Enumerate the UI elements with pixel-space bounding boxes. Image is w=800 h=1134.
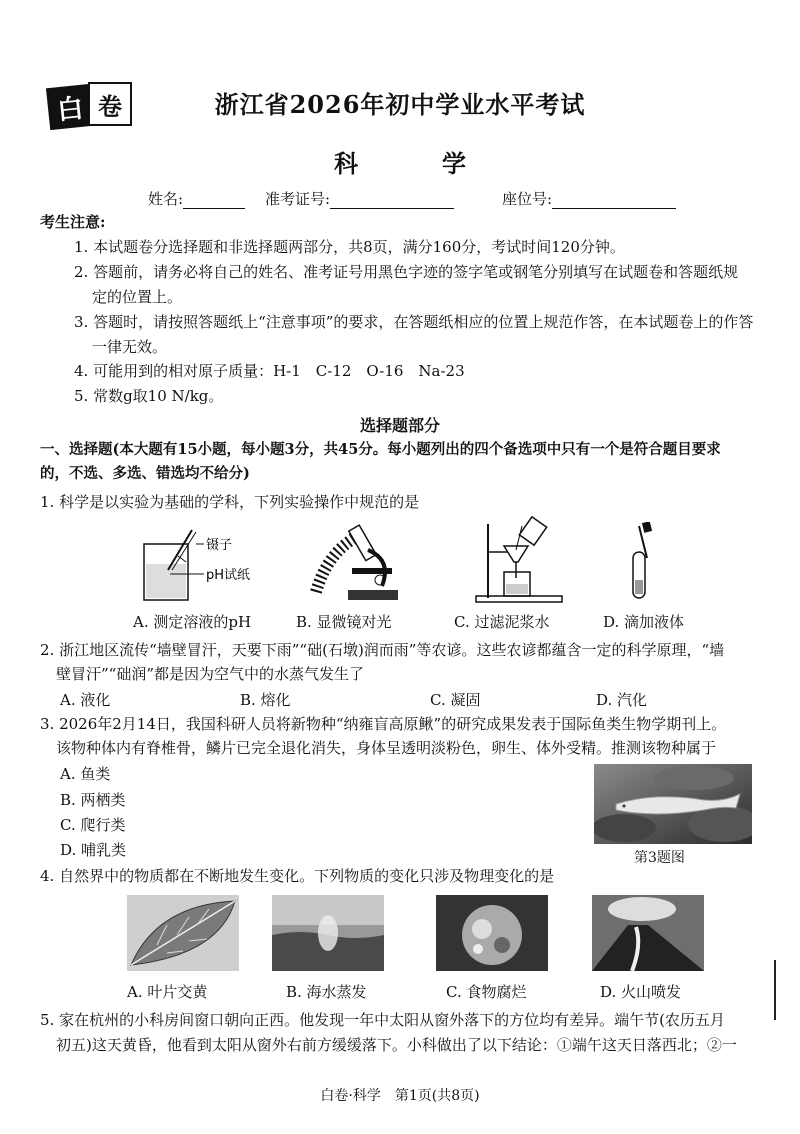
- q1-figure-a: [130, 522, 270, 604]
- q5-stem: 初五)这天黄昏，他看到太阳从窗外右前方缓缓落下。小科做出了以下结论：①端午这天日落西北；②一: [56, 1036, 737, 1054]
- q1-option-a: A. 测定溶液的pH: [133, 613, 252, 631]
- q4-option-b: B. 海水蒸发: [286, 983, 367, 1001]
- q1-figure-b: [308, 520, 408, 606]
- name-field: [148, 188, 245, 209]
- q1-option-c: C. 过滤泥浆水: [454, 613, 550, 631]
- q4-option-d: D. 火山喷发: [600, 983, 682, 1001]
- q3-option-d: D. 哺乳类: [60, 841, 127, 859]
- notice-item: 一律无效。: [92, 338, 168, 356]
- exam-subject: 科 学: [334, 149, 496, 178]
- name-blank: [183, 194, 245, 209]
- id-field: [265, 188, 454, 209]
- notice-item: 定的位置上。: [92, 288, 183, 306]
- q4-option-c: C. 食物腐烂: [446, 983, 527, 1001]
- stamp-char-left: 白: [46, 84, 94, 130]
- q1-option-d: D. 滴加液体: [603, 613, 685, 631]
- notice-item: 4. 可能用到的相对原子质量：H-1 C-12 O-16 Na-23: [74, 362, 465, 380]
- q3-figure-caption: 第3题图: [634, 850, 685, 866]
- q2-stem: 壁冒汗”“础润”都是因为空气中的水蒸气发生了: [56, 665, 365, 683]
- q3-option-a: A. 鱼类: [60, 765, 111, 783]
- notice-heading: 考生注意:: [40, 213, 106, 231]
- scan-margin-mark: [774, 960, 776, 1020]
- q4-stem: 4. 自然界中的物质都在不断地发生变化。下列物质的变化只涉及物理变化的是: [40, 867, 555, 885]
- part1-instruction: 一、选择题(本大题有15小题，每小题3分，共45分。每小题列出的四个备选项中只有一个是符合题目要求: [40, 441, 721, 458]
- rotten-fruit-icon: [462, 905, 522, 965]
- part1-instruction: 的，不选、多选、错选均不给分): [40, 465, 250, 482]
- q3-option-b: B. 两栖类: [60, 791, 126, 809]
- q4-option-a: A. 叶片交黄: [127, 983, 208, 1001]
- name-label: 姓名:: [148, 190, 184, 208]
- q2-option-a: A. 液化: [60, 691, 111, 709]
- id-blank: [330, 194, 454, 209]
- id-label: 准考证号:: [265, 190, 331, 208]
- q2-option-b: B. 熔化: [240, 691, 291, 709]
- seat-blank: [552, 194, 676, 209]
- q3-option-c: C. 爬行类: [60, 816, 126, 834]
- pouring-beaker-icon: [519, 517, 546, 545]
- q1-figure-d: [625, 522, 665, 604]
- notice-item: 3. 答题时，请按照答题纸上“注意事项”的要求，在答题纸相应的位置上规范作答，在本试题卷上的作答: [74, 313, 754, 331]
- notice-item: 5. 常数g取10 N/kg。: [74, 387, 224, 405]
- q4-photo-volcano: [592, 895, 704, 971]
- q1-stem: 1. 科学是以实验为基础的学科，下列实验操作中规范的是: [40, 493, 420, 511]
- ph-paper-label: pH试纸: [206, 568, 251, 583]
- q2-stem: 2. 浙江地区流传“墙壁冒汗，天要下雨”“础(石墩)润而雨”等农谚。这些农谚都蕴含一定的科学原理，“墙: [40, 641, 725, 659]
- q4-photo-sea: [272, 895, 384, 971]
- microscope-tube-icon: [349, 525, 376, 560]
- microscope-base-icon: [348, 590, 398, 600]
- section-title: 选择题部分: [359, 416, 440, 435]
- stamp-char-right: 卷: [88, 82, 132, 126]
- q2-option-d: D. 汽化: [596, 691, 648, 709]
- q4-photo-leaf: [127, 895, 239, 971]
- q3-stem: 该物种体内有脊椎骨，鳞片已完全退化消失，身体呈透明淡粉色，卵生、体外受精。推测该物种属于: [56, 739, 717, 757]
- q1-figure-c: [470, 516, 570, 606]
- q2-option-c: C. 凝固: [430, 691, 481, 709]
- seat-field: [502, 188, 676, 209]
- q3-fish-photo: [594, 764, 752, 844]
- q5-stem: 5. 家在杭州的小科房间窗口朝向正西。他发现一年中太阳从窗外落下的方位均有差异。端午节(农历五月: [40, 1011, 725, 1029]
- seat-label: 座位号:: [502, 190, 553, 208]
- tweezers-label: 镊子: [206, 538, 233, 553]
- notice-item: 2. 答题前，请务必将自己的姓名、准考证号用黑色字迹的签字笔或钢笔分别填写在试题卷和答题纸规: [74, 263, 739, 281]
- notice-item: 1. 本试题卷分选择题和非选择题两部分，共8页，满分160分，考试时间120分钟。: [74, 238, 625, 256]
- exam-title: 浙江省2026年初中学业水平考试: [214, 90, 586, 119]
- q4-photo-food: [436, 895, 548, 971]
- q1-option-b: B. 显微镜对光: [296, 613, 392, 631]
- solution-fill: [146, 564, 186, 598]
- q3-stem: 3. 2026年2月14日，我国科研人员将新物种“纳雍盲高原鳅”的研究成果发表于国际鱼类生物学期刊上。: [40, 715, 727, 733]
- page-footer: 白卷·科学 第1页(共8页): [320, 1088, 480, 1104]
